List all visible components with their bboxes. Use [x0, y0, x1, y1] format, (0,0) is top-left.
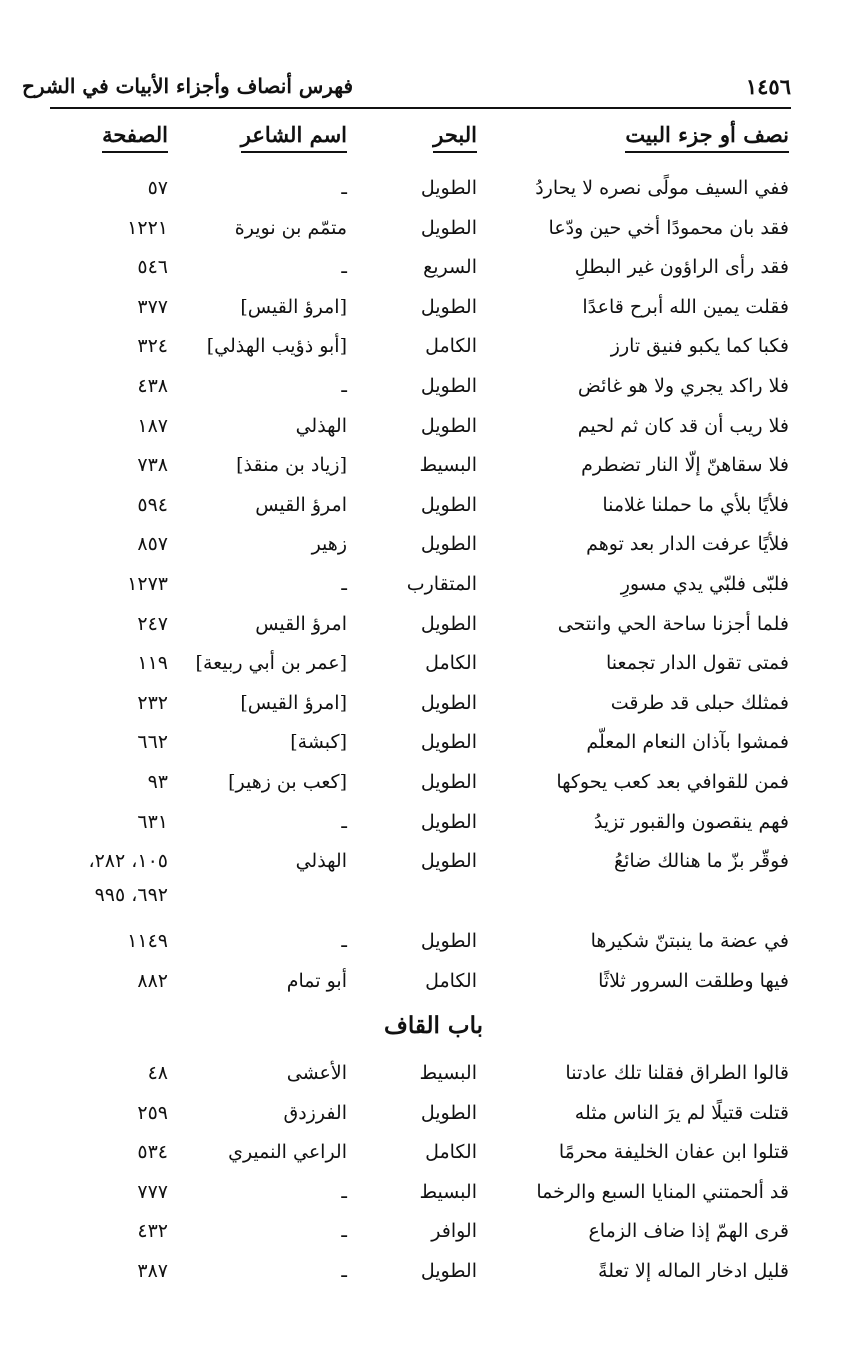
- poet-name: الفرزدق: [283, 1101, 347, 1124]
- meter-name: الطويل: [420, 731, 477, 754]
- meter-name: البسيط: [419, 1180, 477, 1203]
- page-ref: ٣٢٤: [137, 335, 168, 358]
- page-ref: ١١٤٩: [127, 930, 168, 953]
- column-header-verse: نصف أو جزء البيت: [625, 122, 789, 153]
- page-ref: ٦٣١: [137, 810, 168, 833]
- index-row: [0, 566, 855, 602]
- poet-name: [كبشة]: [290, 731, 347, 754]
- index-row: [0, 1095, 855, 1131]
- meter-name: الطويل: [420, 1260, 477, 1282]
- index-row: [0, 447, 855, 483]
- page-ref: ٧٣٨: [137, 454, 168, 477]
- verse-text: فلا راكد يجري ولا هو غائض: [577, 375, 789, 397]
- poet-name: ـ: [341, 810, 347, 833]
- meter-name: الطويل: [420, 612, 477, 635]
- meter-name: الطويل: [420, 771, 477, 793]
- verse-text: فلبّى فلبّي يدي مسورِ: [620, 573, 789, 595]
- verse-text: فلأيًا عرفت الدار بعد توهم: [586, 533, 789, 556]
- poet-name: الراعي النميري: [228, 1141, 347, 1164]
- index-row: [0, 764, 855, 800]
- meter-name: الكامل: [425, 652, 477, 675]
- poet-name: ـ: [341, 375, 347, 397]
- meter-name: المتقارب: [406, 573, 477, 595]
- index-row: [0, 843, 855, 907]
- page-ref: ١٠٥، ٢٨٢،: [88, 850, 168, 873]
- verse-text: قتلوا ابن عفان الخليفة محرمًا: [558, 1141, 789, 1164]
- index-row: [0, 804, 855, 840]
- poet-name: ـ: [341, 256, 347, 279]
- meter-name: السريع: [423, 256, 477, 279]
- poet-name: امرؤ القيس: [255, 612, 347, 635]
- page-ref: ٨٥٧: [137, 533, 168, 556]
- index-row: [0, 289, 855, 325]
- index-row: [0, 170, 855, 206]
- verse-text: فلا سقاهنّ إلّا النار تضطرم: [581, 454, 789, 477]
- meter-name: البسيط: [419, 454, 477, 477]
- index-row: [0, 249, 855, 285]
- meter-name: الطويل: [420, 930, 477, 953]
- page-ref: ٨٨٢: [137, 969, 168, 992]
- running-title: فهرس أنصاف وأجزاء الأبيات في الشرح: [22, 74, 354, 98]
- meter-name: الطويل: [420, 691, 477, 714]
- meter-name: الطويل: [420, 414, 477, 437]
- poet-name: أبو تمام: [286, 969, 347, 992]
- meter-name: الطويل: [420, 493, 477, 516]
- poet-name: زهير: [311, 533, 347, 556]
- page-ref: ٢٤٧: [137, 612, 168, 635]
- verse-text: ففي السيف مولًى نصره لا يحاردُ: [535, 177, 789, 199]
- column-header-poet: اسم الشاعر: [241, 122, 347, 153]
- verse-text: فمتى تقول الدار تجمعنا: [606, 652, 789, 675]
- verse-text: فلأيًا بلأي ما حملنا غلامنا: [602, 493, 789, 516]
- poet-name: [عمر بن أبي ربيعة]: [195, 652, 347, 675]
- meter-name: الوافر: [431, 1220, 477, 1243]
- meter-name: الطويل: [420, 810, 477, 833]
- meter-name: البسيط: [419, 1062, 477, 1084]
- index-row: [0, 408, 855, 444]
- index-row: [0, 923, 855, 959]
- poet-name: [امرؤ القيس]: [240, 691, 347, 714]
- page-ref: ٢٣٢: [137, 691, 168, 714]
- index-row: [0, 1253, 855, 1289]
- index-row: [0, 963, 855, 999]
- meter-name: الطويل: [420, 295, 477, 318]
- meter-name: الطويل: [420, 850, 477, 873]
- poet-name: [أبو ذؤيب الهذلي]: [206, 335, 347, 358]
- column-header-page: الصفحة: [102, 122, 168, 153]
- verse-text: فيها وطلقت السرور ثلاثًا: [598, 969, 789, 992]
- page-ref: ٥٤٦: [137, 256, 168, 279]
- index-row: [0, 724, 855, 760]
- page-number: ١٤٥٦: [745, 74, 791, 99]
- page-ref: ٤٣٨: [137, 375, 168, 397]
- verse-text: فقد رأى الراؤون غير البطلِ: [574, 256, 789, 279]
- page-ref: ٤٣٢: [137, 1220, 168, 1243]
- page-ref: ٥٣٤: [137, 1141, 168, 1164]
- meter-name: الكامل: [425, 1141, 477, 1164]
- verse-text: فقلت يمين الله أبرح قاعدًا: [582, 295, 789, 318]
- index-row: [0, 328, 855, 364]
- verse-text: فمشوا بآذان النعام المعلّم: [586, 731, 789, 754]
- index-row: [0, 645, 855, 681]
- page-ref-continued: ٦٩٢، ٩٩٥: [94, 884, 168, 907]
- poet-name: الهذلي: [295, 414, 347, 437]
- page-ref: ٤٨: [147, 1062, 168, 1084]
- verse-text: فكبا كما يكبو فنيق تارز: [610, 335, 789, 358]
- column-header-meter: البحر: [433, 122, 477, 153]
- poet-name: ـ: [341, 930, 347, 953]
- verse-text: فمن للقوافي بعد كعب يحوكها: [556, 771, 789, 793]
- poet-name: امرؤ القيس: [255, 493, 347, 516]
- poet-name: ـ: [341, 177, 347, 199]
- poet-name: ـ: [341, 1260, 347, 1282]
- verse-text: فوقّر بزّ ما هنالك ضائعُ: [613, 850, 789, 873]
- poet-name: متمّم بن نويرة: [234, 216, 347, 239]
- page-ref: ١٨٧: [137, 414, 168, 437]
- poet-name: [كعب بن زهير]: [228, 771, 347, 793]
- verse-text: فلما أجزنا ساحة الحي وانتحى: [557, 612, 789, 635]
- page-ref: ١٢٧٣: [127, 573, 168, 595]
- verse-text: قرى الهمّ إذا ضاف الزماع: [588, 1220, 789, 1243]
- meter-name: الطويل: [420, 177, 477, 199]
- poet-name: ـ: [341, 573, 347, 595]
- poet-name: ـ: [341, 1180, 347, 1203]
- index-row: [0, 1055, 855, 1091]
- index-row: [0, 368, 855, 404]
- page-ref: ١١٩: [137, 652, 168, 675]
- meter-name: الطويل: [420, 533, 477, 556]
- section-title: باب القاف: [384, 1012, 483, 1039]
- page-ref: ٢٥٩: [137, 1101, 168, 1124]
- page-ref: ٥٧: [147, 177, 168, 199]
- page-ref: ٦٦٢: [137, 731, 168, 754]
- header-rule: [50, 107, 791, 109]
- index-row: [0, 487, 855, 523]
- index-row: [0, 210, 855, 246]
- meter-name: الكامل: [425, 969, 477, 992]
- index-row: [0, 1134, 855, 1170]
- page-ref: ٧٧٧: [137, 1180, 168, 1203]
- verse-text: قالوا الطراق فقلنا تلك عادتنا: [565, 1062, 789, 1084]
- index-row: [0, 1174, 855, 1210]
- poet-name: [زياد بن منقذ]: [236, 454, 347, 477]
- index-row: [0, 606, 855, 642]
- verse-text: فهم ينقصون والقبور تزيدُ: [593, 810, 789, 833]
- page-ref: ٥٩٤: [137, 493, 168, 516]
- index-row: [0, 1213, 855, 1249]
- index-row: [0, 685, 855, 721]
- verse-text: فقد بان محمودًا أخي حين ودّعا: [548, 216, 789, 239]
- verse-text: قتلت قتيلًا لم يرَ الناس مثله: [574, 1101, 789, 1124]
- poet-name: الأعشى: [286, 1062, 347, 1084]
- verse-text: فلا ريب أن قد كان ثم لحيم: [577, 414, 789, 437]
- meter-name: الطويل: [420, 375, 477, 397]
- meter-name: الطويل: [420, 216, 477, 239]
- meter-name: الطويل: [420, 1101, 477, 1124]
- verse-text: فمثلك حبلى قد طرقت: [610, 691, 789, 714]
- meter-name: الكامل: [425, 335, 477, 358]
- page-ref: ١٢٢١: [127, 216, 168, 239]
- verse-text: في عضة ما ينبتنّ شكيرها: [590, 930, 789, 953]
- poet-name: [امرؤ القيس]: [240, 295, 347, 318]
- poet-name: ـ: [341, 1220, 347, 1243]
- column-headers: [0, 122, 855, 162]
- poet-name: الهذلي: [295, 850, 347, 873]
- verse-text: قد ألحمتني المنايا السبع والرخما: [536, 1180, 789, 1203]
- index-row: [0, 526, 855, 562]
- verse-text: قليل ادخار الماله إلا تعلةً: [598, 1260, 789, 1282]
- page-ref: ٩٣: [147, 771, 168, 793]
- page-ref: ٣٧٧: [137, 295, 168, 318]
- page-ref: ٣٨٧: [137, 1260, 168, 1282]
